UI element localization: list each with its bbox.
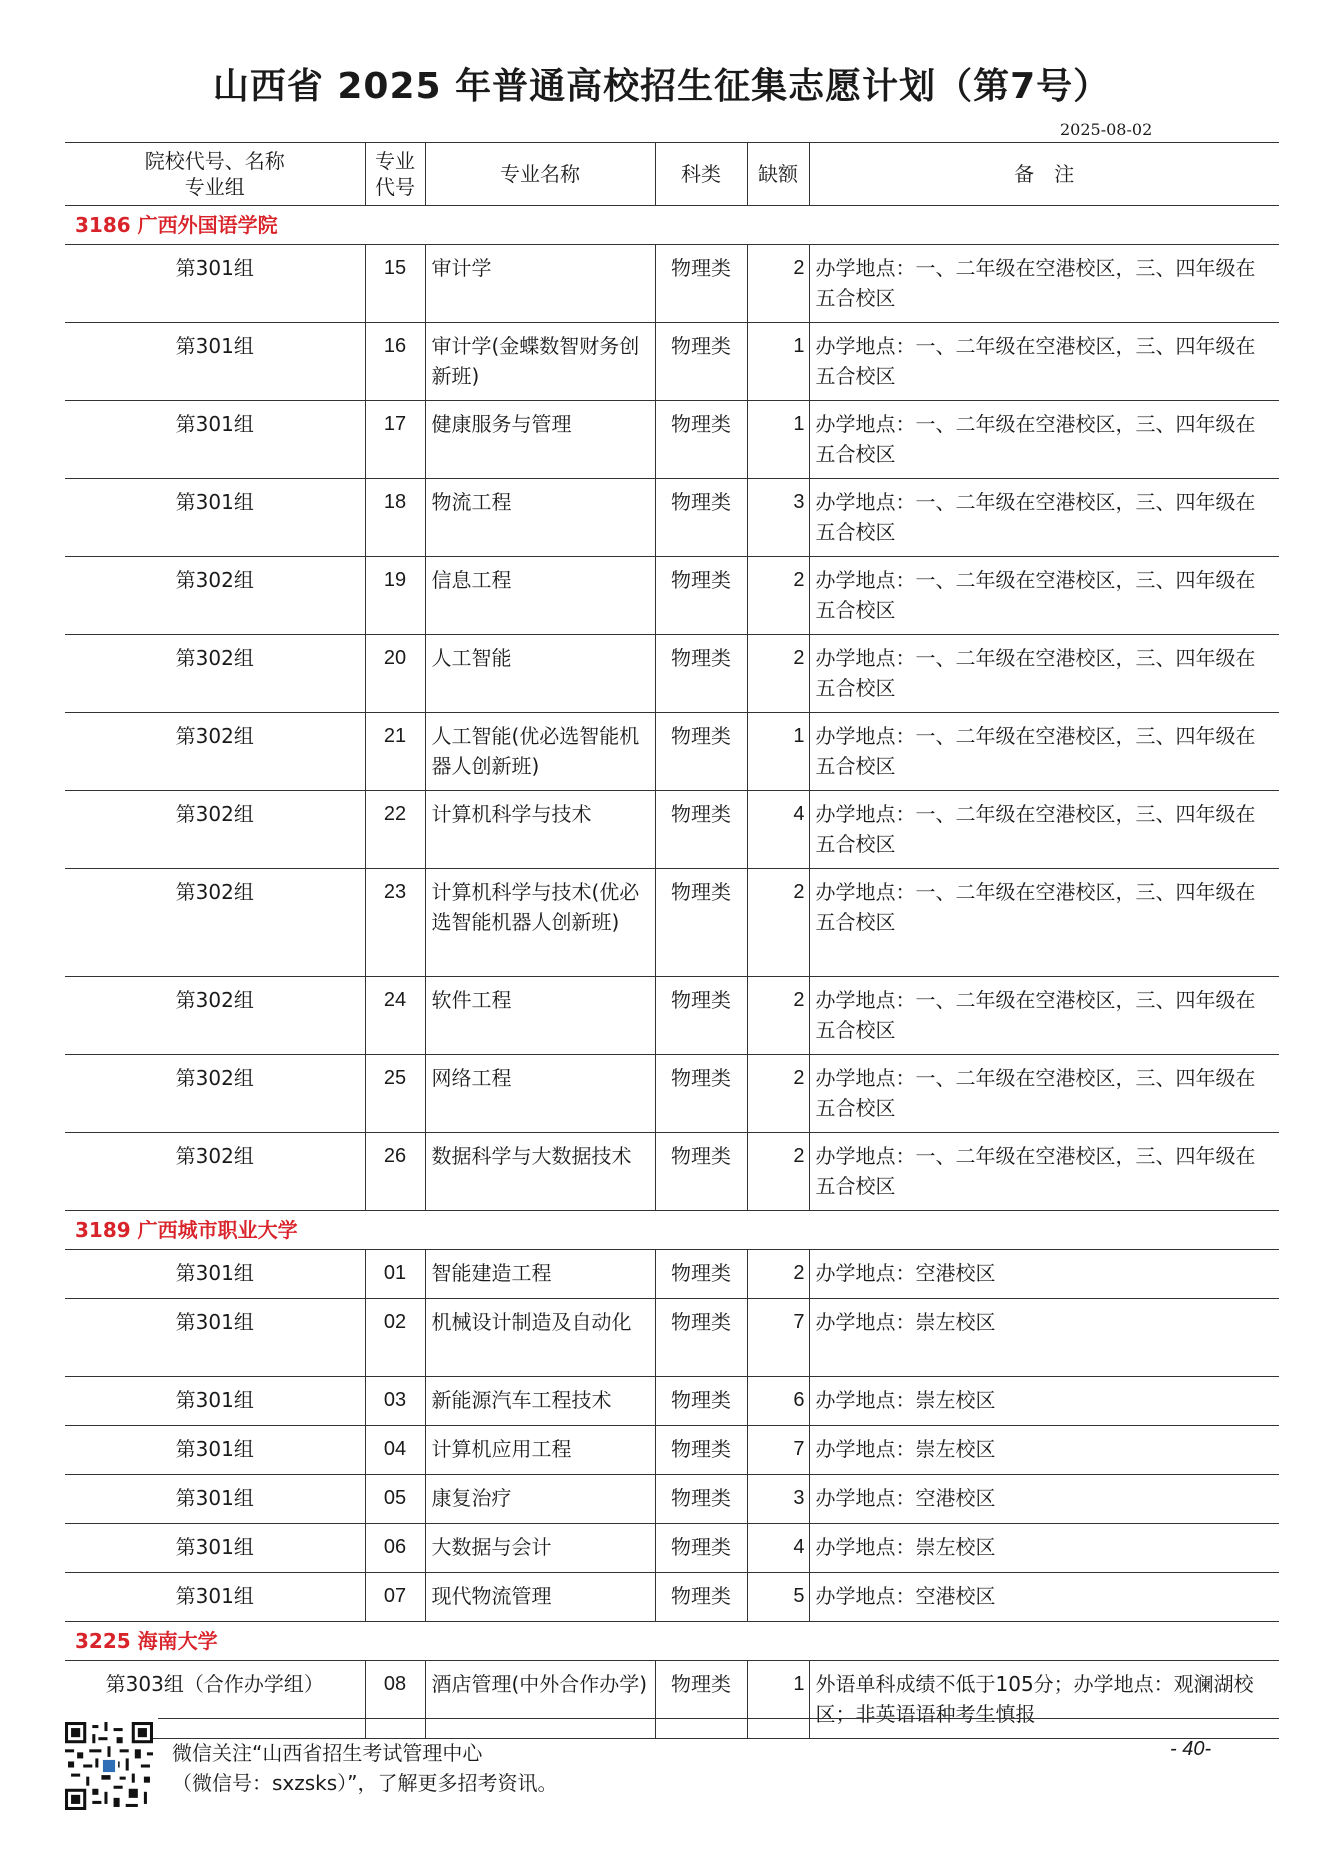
note-cell: 办学地点：一、二年级在空港校区，三、四年级在五合校区 [809, 479, 1279, 557]
major-code-cell: 07 [365, 1573, 425, 1622]
category-cell: 物理类 [655, 1133, 747, 1211]
group-cell: 第301组 [65, 1426, 365, 1475]
table-row [65, 869, 1279, 977]
quota-cell: 3 [747, 1475, 809, 1524]
major-name-cell: 物流工程 [425, 479, 655, 557]
header-group: 院校代号、名称 专业组 [65, 143, 365, 206]
table-row [65, 1426, 1279, 1475]
major-name-cell: 审计学(金蝶数智财务创新班) [425, 323, 655, 401]
table-row [65, 1377, 1279, 1426]
school-name: 3225 海南大学 [65, 1622, 1279, 1661]
major-name-cell: 现代物流管理 [425, 1573, 655, 1622]
group-cell: 第301组 [65, 1573, 365, 1622]
quota-cell: 2 [747, 635, 809, 713]
group-cell: 第301组 [65, 1299, 365, 1377]
quota-cell: 1 [747, 1661, 809, 1739]
table-row [65, 401, 1279, 479]
group-cell: 第302组 [65, 1133, 365, 1211]
footer-divider [158, 1718, 1279, 1719]
group-cell: 第302组 [65, 977, 365, 1055]
table-row [65, 1133, 1279, 1211]
quota-cell: 5 [747, 1573, 809, 1622]
group-cell: 第302组 [65, 791, 365, 869]
quota-cell: 7 [747, 1299, 809, 1377]
header-quota: 缺额 [747, 143, 809, 206]
category-cell: 物理类 [655, 1299, 747, 1377]
category-cell: 物理类 [655, 791, 747, 869]
major-code-cell: 02 [365, 1299, 425, 1377]
table-row [65, 1299, 1279, 1377]
note-cell: 办学地点：崇左校区 [809, 1524, 1279, 1573]
school-header-row [65, 206, 1279, 245]
school-name: 3186 广西外国语学院 [65, 206, 1279, 245]
quota-cell: 3 [747, 479, 809, 557]
major-name-cell: 信息工程 [425, 557, 655, 635]
group-cell: 第301组 [65, 245, 365, 323]
group-cell: 第301组 [65, 1250, 365, 1299]
table-row [65, 245, 1279, 323]
category-cell: 物理类 [655, 323, 747, 401]
quota-cell: 2 [747, 1133, 809, 1211]
category-cell: 物理类 [655, 1377, 747, 1426]
major-name-cell: 智能建造工程 [425, 1250, 655, 1299]
table-row [65, 713, 1279, 791]
table-row [65, 479, 1279, 557]
major-code-cell: 05 [365, 1475, 425, 1524]
category-cell: 物理类 [655, 869, 747, 977]
major-name-cell: 酒店管理(中外合作办学) [425, 1661, 655, 1739]
major-name-cell: 康复治疗 [425, 1475, 655, 1524]
quota-cell: 1 [747, 323, 809, 401]
category-cell: 物理类 [655, 977, 747, 1055]
major-code-cell: 17 [365, 401, 425, 479]
group-cell: 第302组 [65, 713, 365, 791]
school-name: 3189 广西城市职业大学 [65, 1211, 1279, 1250]
publish-date: 2025-08-02 [1060, 120, 1153, 139]
quota-cell: 6 [747, 1377, 809, 1426]
major-code-cell: 18 [365, 479, 425, 557]
quota-cell: 7 [747, 1426, 809, 1475]
major-code-cell: 25 [365, 1055, 425, 1133]
table-row [65, 1475, 1279, 1524]
footer-line-2: （微信号：sxzsks）”，了解更多招考资讯。 [172, 1771, 558, 1795]
note-cell: 办学地点：一、二年级在空港校区，三、四年级在五合校区 [809, 977, 1279, 1055]
table-row [65, 557, 1279, 635]
group-cell: 第302组 [65, 635, 365, 713]
note-cell: 办学地点：崇左校区 [809, 1377, 1279, 1426]
category-cell: 物理类 [655, 557, 747, 635]
major-name-cell: 网络工程 [425, 1055, 655, 1133]
table-header-row [65, 143, 1279, 206]
group-cell: 第302组 [65, 557, 365, 635]
enrollment-plan-table [65, 142, 1279, 1739]
table-row [65, 791, 1279, 869]
note-cell: 办学地点：一、二年级在空港校区，三、四年级在五合校区 [809, 557, 1279, 635]
category-cell: 物理类 [655, 713, 747, 791]
major-code-cell: 23 [365, 869, 425, 977]
major-name-cell: 大数据与会计 [425, 1524, 655, 1573]
category-cell: 物理类 [655, 1573, 747, 1622]
major-name-cell: 审计学 [425, 245, 655, 323]
major-name-cell: 健康服务与管理 [425, 401, 655, 479]
note-cell: 办学地点：一、二年级在空港校区，三、四年级在五合校区 [809, 791, 1279, 869]
category-cell: 物理类 [655, 1055, 747, 1133]
major-code-cell: 22 [365, 791, 425, 869]
note-cell: 办学地点：崇左校区 [809, 1299, 1279, 1377]
major-code-cell: 20 [365, 635, 425, 713]
table-row [65, 977, 1279, 1055]
category-cell: 物理类 [655, 635, 747, 713]
page-number: - 40- [1170, 1738, 1212, 1760]
major-name-cell: 计算机应用工程 [425, 1426, 655, 1475]
major-code-cell: 01 [365, 1250, 425, 1299]
school-header-row [65, 1622, 1279, 1661]
table-row [65, 1524, 1279, 1573]
page-title: 山西省 2025 年普通高校招生征集志愿计划（第7号） [212, 66, 1111, 107]
category-cell: 物理类 [655, 479, 747, 557]
category-cell: 物理类 [655, 1426, 747, 1475]
group-cell: 第301组 [65, 1377, 365, 1426]
major-code-cell: 04 [365, 1426, 425, 1475]
quota-cell: 4 [747, 791, 809, 869]
major-code-cell: 06 [365, 1524, 425, 1573]
major-name-cell: 计算机科学与技术(优必选智能机器人创新班) [425, 869, 655, 977]
table-row [65, 1573, 1279, 1622]
major-name-cell: 人工智能 [425, 635, 655, 713]
group-cell: 第302组 [65, 1055, 365, 1133]
category-cell: 物理类 [655, 1475, 747, 1524]
header-category: 科类 [655, 143, 747, 206]
footer-line-1: 微信关注“山西省招生考试管理中心 [172, 1741, 483, 1765]
header-note: 备 注 [809, 143, 1279, 206]
major-name-cell: 数据科学与大数据技术 [425, 1133, 655, 1211]
note-cell: 办学地点：崇左校区 [809, 1426, 1279, 1475]
group-cell: 第301组 [65, 323, 365, 401]
table-row [65, 323, 1279, 401]
qr-code-icon [65, 1722, 153, 1810]
table-row [65, 635, 1279, 713]
note-cell: 办学地点：一、二年级在空港校区，三、四年级在五合校区 [809, 635, 1279, 713]
table-row [65, 1250, 1279, 1299]
note-cell: 办学地点：一、二年级在空港校区，三、四年级在五合校区 [809, 401, 1279, 479]
header-major: 专业名称 [425, 143, 655, 206]
category-cell: 物理类 [655, 1524, 747, 1573]
major-code-cell: 08 [365, 1661, 425, 1739]
category-cell: 物理类 [655, 1661, 747, 1739]
header-code: 专业 代号 [365, 143, 425, 206]
quota-cell: 2 [747, 245, 809, 323]
major-code-cell: 19 [365, 557, 425, 635]
major-code-cell: 03 [365, 1377, 425, 1426]
quota-cell: 2 [747, 557, 809, 635]
note-cell: 办学地点：一、二年级在空港校区，三、四年级在五合校区 [809, 869, 1279, 977]
major-code-cell: 24 [365, 977, 425, 1055]
quota-cell: 2 [747, 1055, 809, 1133]
major-name-cell: 软件工程 [425, 977, 655, 1055]
major-name-cell: 机械设计制造及自动化 [425, 1299, 655, 1377]
note-cell: 办学地点：一、二年级在空港校区，三、四年级在五合校区 [809, 1133, 1279, 1211]
major-code-cell: 16 [365, 323, 425, 401]
note-cell: 办学地点：空港校区 [809, 1573, 1279, 1622]
major-code-cell: 26 [365, 1133, 425, 1211]
group-cell: 第301组 [65, 401, 365, 479]
group-cell: 第301组 [65, 1524, 365, 1573]
note-cell: 外语单科成绩不低于105分；办学地点：观澜湖校区；非英语语种考生慎报 [809, 1661, 1279, 1739]
quota-cell: 2 [747, 977, 809, 1055]
category-cell: 物理类 [655, 245, 747, 323]
footer-wechat-notice [172, 1738, 558, 1798]
quota-cell: 2 [747, 1250, 809, 1299]
major-name-cell: 新能源汽车工程技术 [425, 1377, 655, 1426]
quota-cell: 1 [747, 401, 809, 479]
quota-cell: 1 [747, 713, 809, 791]
quota-cell: 4 [747, 1524, 809, 1573]
major-code-cell: 21 [365, 713, 425, 791]
major-name-cell: 计算机科学与技术 [425, 791, 655, 869]
note-cell: 办学地点：空港校区 [809, 1250, 1279, 1299]
major-code-cell: 15 [365, 245, 425, 323]
school-header-row [65, 1211, 1279, 1250]
major-name-cell: 人工智能(优必选智能机器人创新班) [425, 713, 655, 791]
quota-cell: 2 [747, 869, 809, 977]
note-cell: 办学地点：一、二年级在空港校区，三、四年级在五合校区 [809, 245, 1279, 323]
note-cell: 办学地点：一、二年级在空港校区，三、四年级在五合校区 [809, 1055, 1279, 1133]
table-row [65, 1661, 1279, 1739]
group-cell: 第303组（合作办学组） [65, 1661, 365, 1739]
category-cell: 物理类 [655, 401, 747, 479]
group-cell: 第301组 [65, 1475, 365, 1524]
table-row [65, 1055, 1279, 1133]
note-cell: 办学地点：一、二年级在空港校区，三、四年级在五合校区 [809, 323, 1279, 401]
group-cell: 第301组 [65, 479, 365, 557]
note-cell: 办学地点：空港校区 [809, 1475, 1279, 1524]
group-cell: 第302组 [65, 869, 365, 977]
category-cell: 物理类 [655, 1250, 747, 1299]
note-cell: 办学地点：一、二年级在空港校区，三、四年级在五合校区 [809, 713, 1279, 791]
